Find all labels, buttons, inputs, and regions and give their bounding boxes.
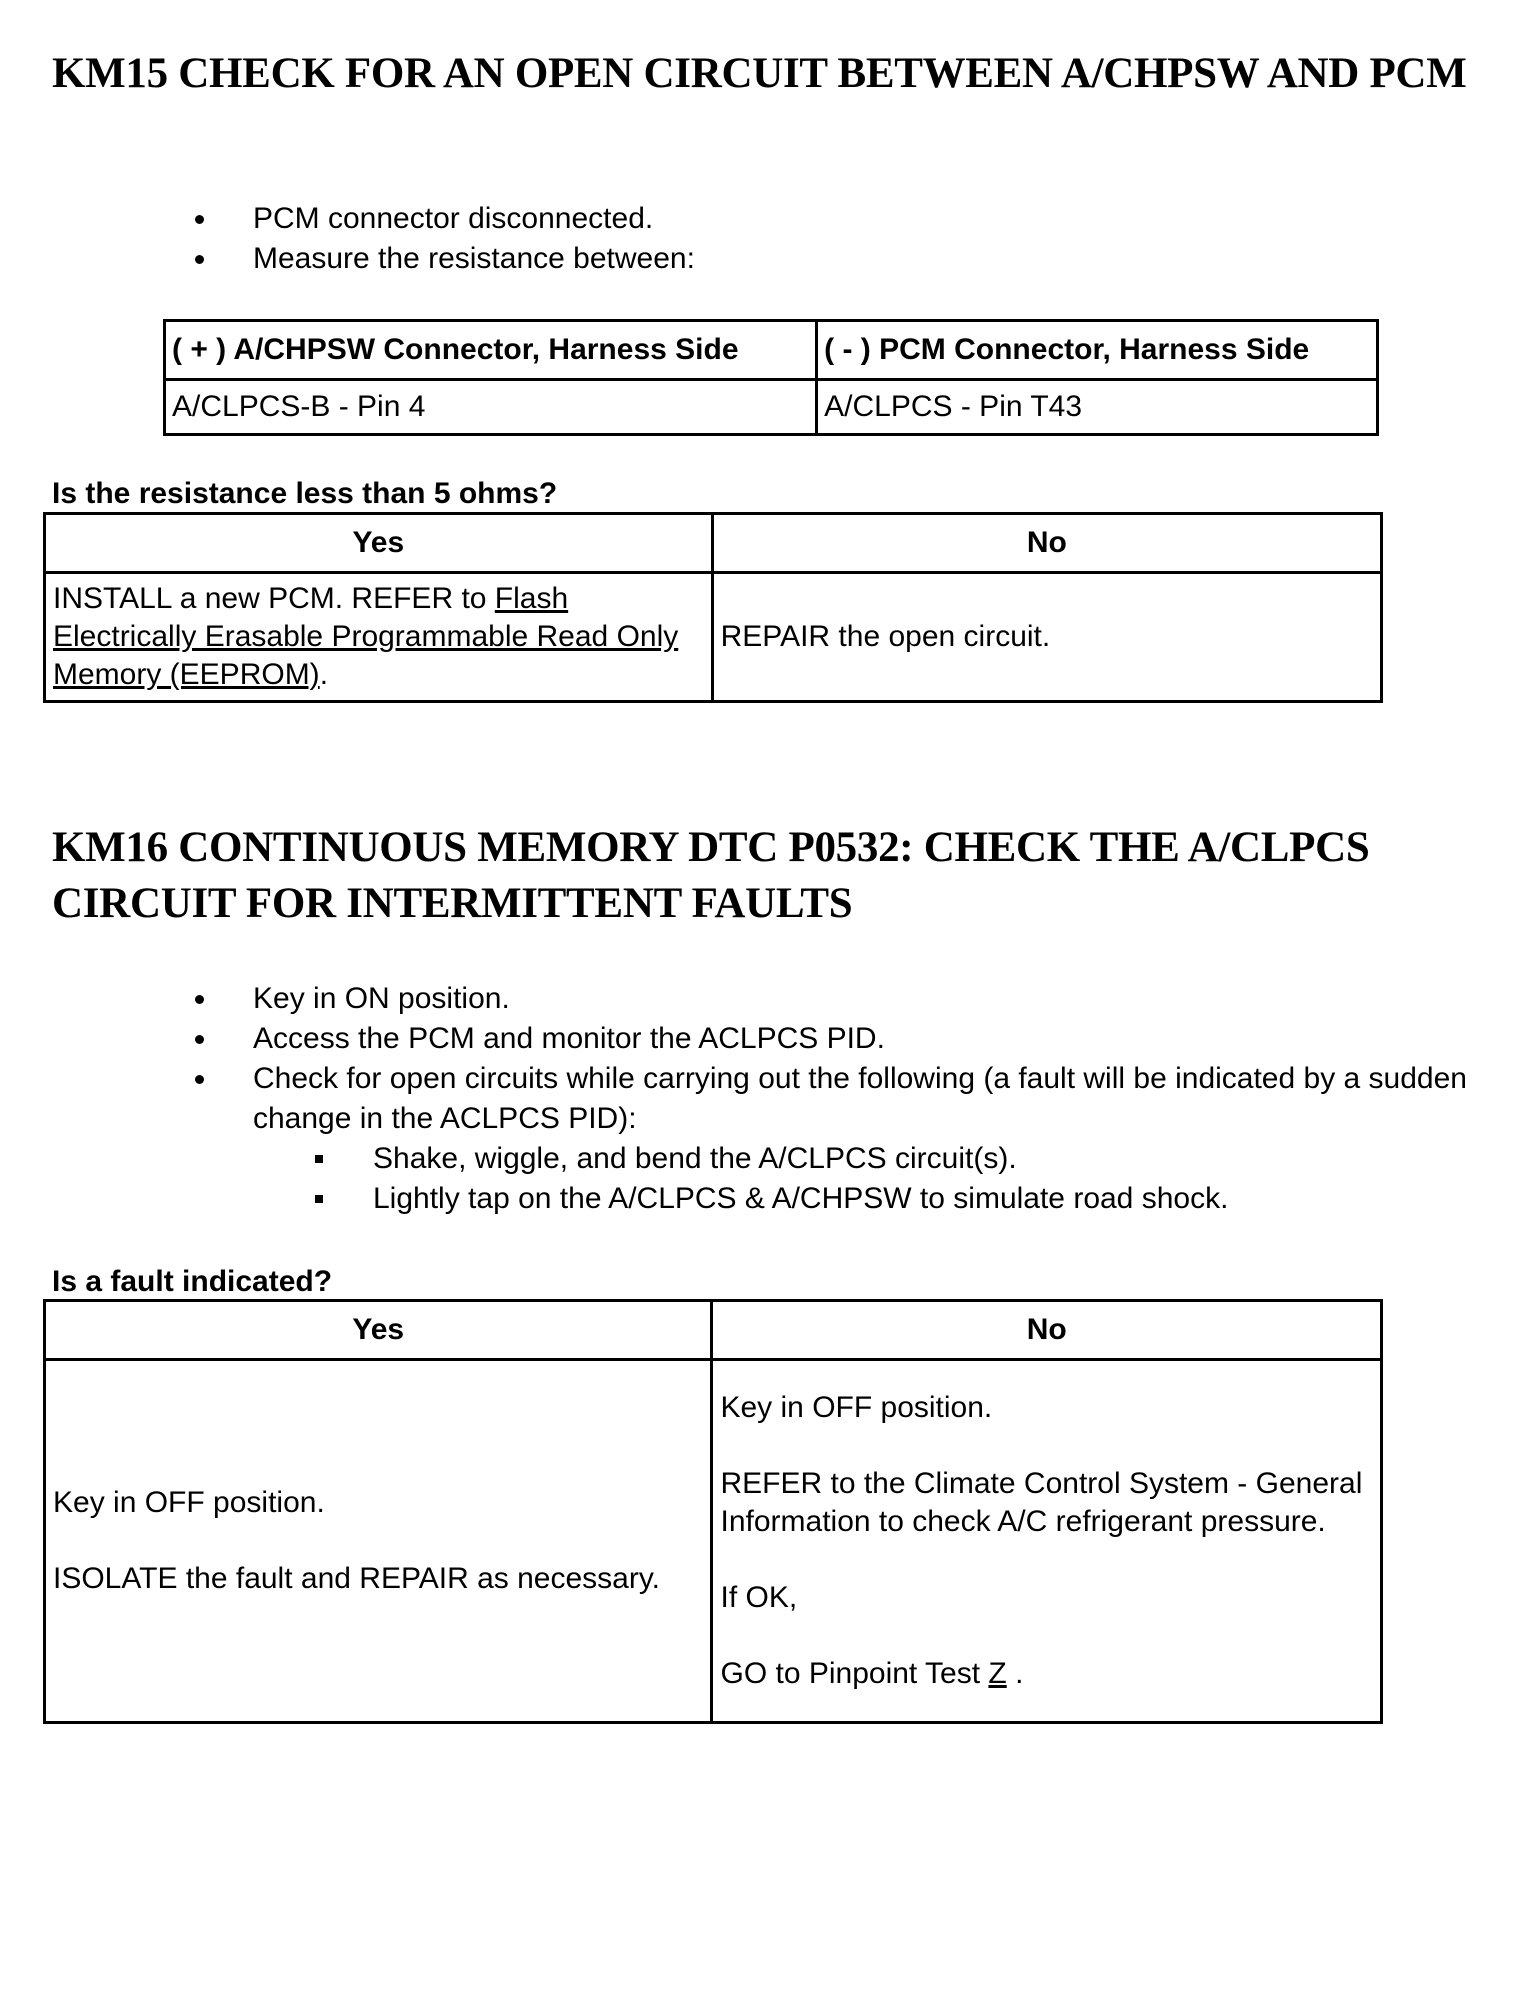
connector-table	[163, 319, 1379, 436]
yes-cell	[45, 1360, 712, 1723]
table-header-negative: ( - ) PCM Connector, Harness Side	[817, 321, 1378, 380]
list-item: Lightly tap on the A/CLPCS & A/CHPSW to simulate road shock.	[315, 1179, 1495, 1219]
table-row	[165, 380, 1378, 435]
list-item: PCM connector disconnected.	[195, 199, 1395, 239]
no-paragraph: REFER to the Climate Control System - General Information to check A/C refrigerant pressure.	[720, 1467, 1363, 1538]
table-cell: A/CLPCS-B - Pin 4	[165, 380, 817, 435]
table-row	[45, 573, 1382, 702]
no-cell: REPAIR the open circuit.	[712, 573, 1381, 702]
km15-answer-table	[43, 512, 1383, 703]
table-header-row	[45, 1301, 1382, 1360]
table-header-positive: ( + ) A/CHPSW Connector, Harness Side	[165, 321, 817, 380]
km15-question: Is the resistance less than 5 ohms?	[52, 477, 558, 510]
no-paragraph	[720, 1655, 1373, 1693]
yes-cell	[45, 573, 713, 702]
table-header-row	[45, 514, 1382, 573]
km16-question: Is a fault indicated?	[52, 1265, 333, 1298]
yes-text: INSTALL a new PCM. REFER to	[53, 582, 495, 615]
km16-answer-table	[43, 1299, 1383, 1724]
km15-heading: KM15 CHECK FOR AN OPEN CIRCUIT BETWEEN A/CHPSW AND PCM	[52, 50, 1467, 97]
table-header-row	[165, 321, 1378, 380]
yes-header: Yes	[45, 1301, 712, 1360]
list-item: Key in ON position.	[195, 979, 1495, 1019]
list-item: Check for open circuits while carrying out the following (a fault will be indicated by a sudden change in the ACLPCS PID):	[195, 1059, 1495, 1139]
km16-sub-bullet-list	[255, 1139, 1495, 1219]
table-row	[45, 1360, 1382, 1723]
yes-header: Yes	[45, 514, 713, 573]
no-paragraph: If OK,	[720, 1581, 798, 1614]
km15-bullet-list	[195, 199, 1395, 279]
yes-text-suffix: .	[319, 658, 329, 691]
yes-paragraph: Key in OFF position.	[53, 1486, 325, 1519]
no-cell	[712, 1360, 1382, 1723]
no-header: No	[712, 514, 1381, 573]
yes-paragraph: ISOLATE the fault and REPAIR as necessary.	[53, 1562, 660, 1595]
pinpoint-test-z-link[interactable]: Z	[988, 1657, 1007, 1690]
km16-heading: KM16 CONTINUOUS MEMORY DTC P0532: CHECK THE A/CLPCS CIRCUIT FOR INTERMITTENT FAULTS	[52, 824, 1370, 927]
list-item: Access the PCM and monitor the ACLPCS PID.	[195, 1019, 1495, 1059]
eeprom-link[interactable]: Flash Electrically Erasable Programmable Read Only Memory (EEPROM)	[53, 582, 679, 691]
table-cell: A/CLPCS - Pin T43	[817, 380, 1378, 435]
km16-bullet-list	[195, 979, 1495, 1139]
goto-text: GO to Pinpoint Test	[720, 1657, 989, 1690]
no-header: No	[712, 1301, 1382, 1360]
list-item: Shake, wiggle, and bend the A/CLPCS circuit(s).	[315, 1139, 1495, 1179]
no-paragraph: Key in OFF position.	[720, 1391, 993, 1424]
goto-suffix: .	[1006, 1657, 1024, 1690]
list-item: Measure the resistance between:	[195, 239, 1395, 279]
